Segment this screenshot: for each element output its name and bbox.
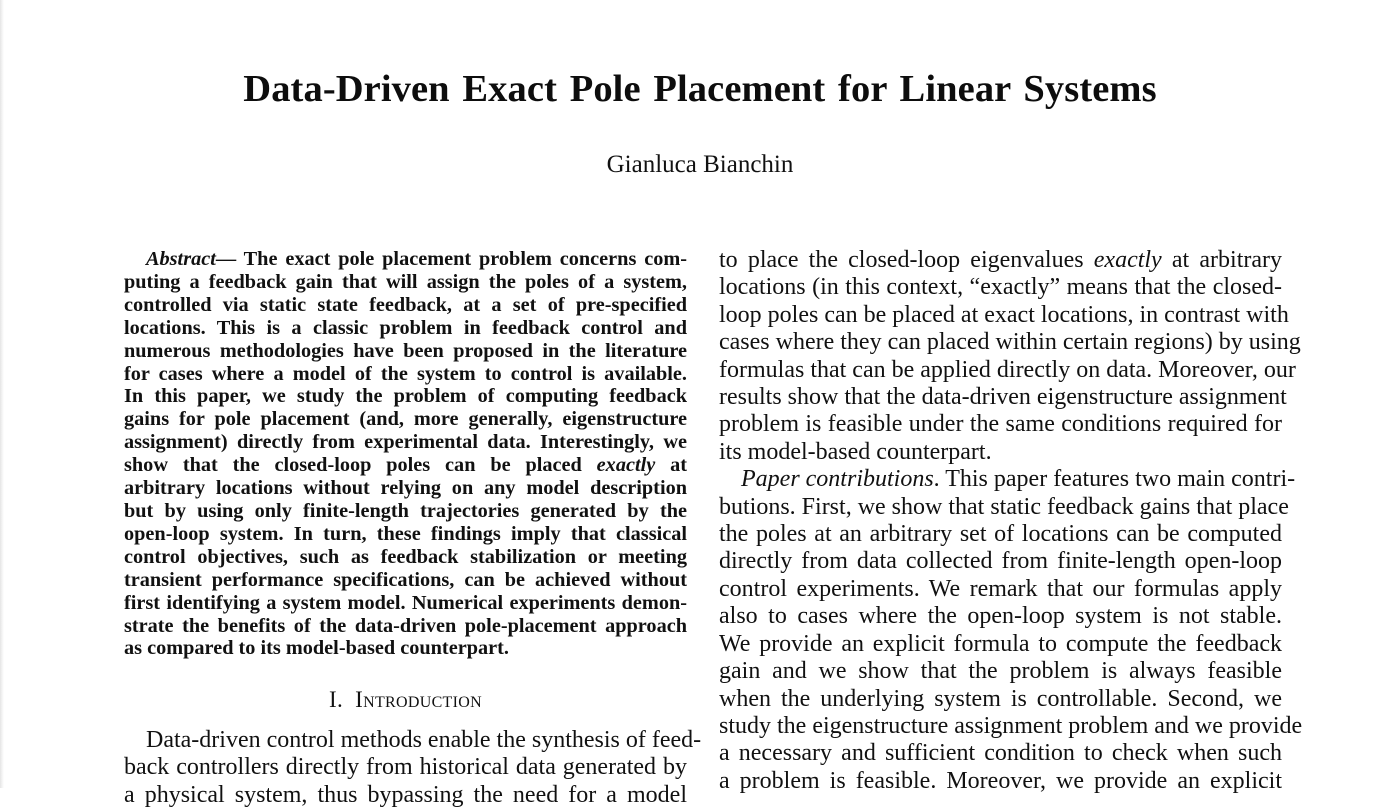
abstract-line: controlled via static state feedback, at a set of pre-specified <box>124 293 687 316</box>
body-line: locations (in this context, “exactly” means that the closed- <box>719 274 1282 301</box>
abstract-text: at <box>655 454 687 477</box>
abstract-line: numerous methodologies have been proposed in the literature <box>124 339 687 362</box>
body-line: study the eigenstructure assignment problem and we provide <box>719 712 1303 739</box>
body-line: a physical system, thus bypassing the need for a model <box>124 781 687 808</box>
abstract-line: first identifying a system model. Numerical experiments demon- <box>124 591 687 614</box>
body-line: cases where they can placed within certain regions) by using <box>719 329 1301 356</box>
body-line: Data-driven control methods enable the synthesis of feed- <box>146 727 702 753</box>
paper-title: Data-Driven Exact Pole Placement for Linear Systems <box>243 68 1157 110</box>
right-paragraph-1 <box>719 247 1301 466</box>
abstract-line: strate the benefits of the data-driven pole-placement approach <box>124 614 687 637</box>
introduction-text <box>124 727 702 809</box>
abstract <box>124 248 687 660</box>
abstract-line: but by using only finite-length trajectories generated by the <box>124 499 687 522</box>
section-number: I. <box>329 687 344 712</box>
abstract-line: control objectives, such as feedback stabilization or meeting <box>124 545 687 568</box>
body-line <box>719 247 1282 274</box>
abstract-line: locations. This is a classic problem in feedback control and <box>124 316 687 339</box>
abstract-line: puting a feedback gain that will assign the poles of a system, <box>124 270 687 293</box>
emphasis-exactly: exactly <box>1093 247 1162 273</box>
body-text: to place the closed-loop eigenvalues <box>719 247 1094 273</box>
abstract-line: assignment) directly from experimental data. Interestingly, we <box>124 431 687 454</box>
abstract-line: arbitrary locations without relying on any model description <box>124 477 687 500</box>
abstract-text: show that the closed-loop poles can be placed <box>124 454 597 477</box>
body-text: . This paper features two main contri- <box>933 466 1296 493</box>
abstract-label: Abstract <box>146 248 216 270</box>
body-line: a problem is feasible. Moreover, we provide an explicit <box>719 767 1282 794</box>
abstract-line: as compared to its model-based counterpart. <box>124 637 509 660</box>
abstract-line: open-loop system. In turn, these findings imply that classical <box>124 522 687 545</box>
paper-author: Gianluca Bianchin <box>606 151 794 178</box>
body-line: the poles at an arbitrary set of locations can be computed <box>719 521 1282 548</box>
body-line: results show that the data-driven eigenstructure assignment <box>719 384 1287 411</box>
abstract-line: gains for pole placement (and, more generally, eigenstructure <box>124 408 687 431</box>
right-column <box>719 247 1303 795</box>
body-line: a necessary and sufficient condition to check when such <box>719 740 1282 767</box>
body-line: gain and we show that the problem is always feasible <box>719 658 1282 685</box>
body-line: also to cases where the open-loop system is not stable. <box>719 603 1282 630</box>
abstract-line <box>124 454 687 477</box>
abstract-emphasis: exactly <box>596 454 656 477</box>
section-title: Introduction <box>355 687 482 712</box>
body-line: its model-based counterpart. <box>719 438 992 465</box>
body-line: problem is feasible under the same conditions required for <box>719 411 1282 438</box>
right-paragraph-contributions <box>719 466 1303 795</box>
abstract-line: for cases where a model of the system to control is available. <box>124 362 687 385</box>
body-line: back controllers directly from historical data generated by <box>124 754 687 781</box>
contributions-label: Paper contributions <box>741 466 934 493</box>
page-left-edge <box>0 0 4 788</box>
intro-paragraph <box>124 727 702 809</box>
section-heading-introduction <box>124 686 687 714</box>
abstract-line: In this paper, we study the problem of computing feedback <box>124 385 687 408</box>
abstract-line: transient performance specifications, can be achieved without <box>124 568 687 591</box>
body-line: We provide an explicit formula to compute the feedback <box>719 630 1282 657</box>
body-line: formulas that can be applied directly on data. Moreover, our <box>719 356 1296 383</box>
body-line: when the underlying system is controllable. Second, we <box>719 685 1282 712</box>
abstract-text: The exact pole placement problem concerns com- <box>236 248 687 270</box>
left-column <box>124 248 687 660</box>
body-line: directly from data collected from finite-length open-loop <box>719 548 1282 575</box>
body-line: control experiments. We remark that our formulas apply <box>719 575 1282 602</box>
abstract-dash: — <box>215 248 237 270</box>
body-line <box>719 466 1296 493</box>
body-line: loop poles can be placed at exact locations, in contrast with <box>719 301 1289 328</box>
body-text: at arbitrary <box>1161 247 1283 273</box>
body-line: butions. First, we show that static feedback gains that place <box>719 493 1289 520</box>
abstract-line <box>124 248 687 271</box>
